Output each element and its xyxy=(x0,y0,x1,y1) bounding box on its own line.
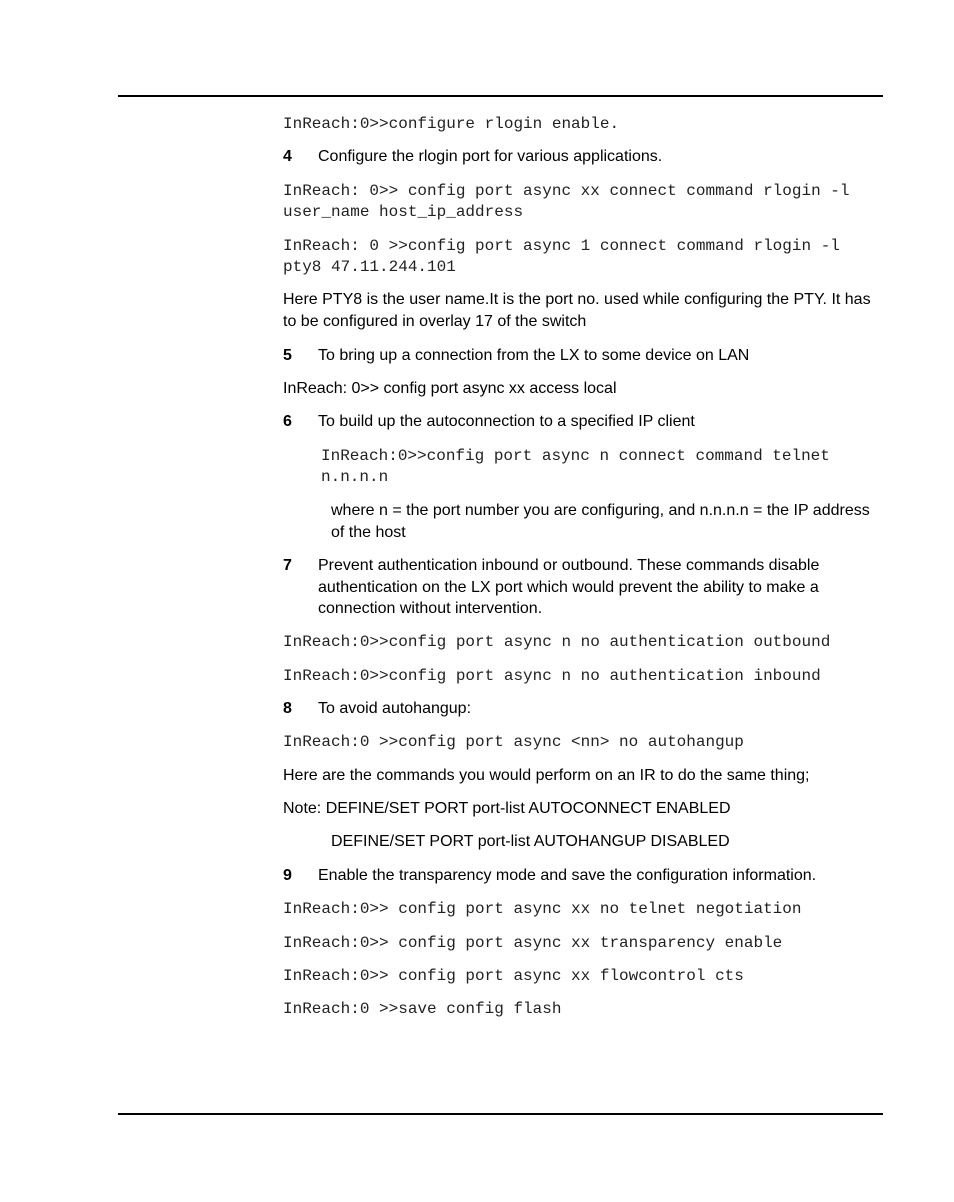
step-5 xyxy=(283,345,883,367)
step-text: Configure the rlogin port for various applications. xyxy=(318,148,663,165)
step-text: Prevent authentication inbound or outbound. These commands disable authentication on the LX port which would prevent the ability to make a connection without intervention. xyxy=(318,557,820,617)
command-line: InReach:0>>config port async n no authentication inbound xyxy=(283,667,821,685)
command-line: InReach:0>>config port async n no authentication outbound xyxy=(283,633,831,651)
step-text: To build up the autoconnection to a specified IP client xyxy=(318,413,695,430)
step-9 xyxy=(283,865,883,887)
step-7 xyxy=(283,555,883,620)
command-line: InReach:0>> config port async xx transparency enable xyxy=(283,934,783,952)
step-number: 5 xyxy=(283,347,292,364)
step-number: 8 xyxy=(283,700,292,717)
paragraph: Here are the commands you would perform on an IR to do the same thing; xyxy=(283,767,810,784)
step-8 xyxy=(283,698,883,720)
command-line: InReach:0>> config port async xx no telnet negotiation xyxy=(283,900,802,918)
command-line: InReach:0>>config port async n connect command telnet n.n.n.n xyxy=(321,447,840,486)
command-line: InReach:0>>configure rlogin enable. xyxy=(283,115,620,133)
step-number: 9 xyxy=(283,867,292,884)
command-line: InReach: 0 >>config port async 1 connect command rlogin -l pty8 47.11.244.101 xyxy=(283,237,850,276)
command-line: InReach:0 >>save config flash xyxy=(283,1000,562,1018)
step-4 xyxy=(283,146,883,168)
step-number: 6 xyxy=(283,413,292,430)
step-text: To bring up a connection from the LX to some device on LAN xyxy=(318,347,750,364)
footer-rule xyxy=(118,1113,883,1115)
paragraph: where n = the port number you are configuring, and n.n.n.n = the IP address of the host xyxy=(331,502,870,541)
paragraph: DEFINE/SET PORT port-list AUTOHANGUP DISABLED xyxy=(331,833,730,850)
step-text: Enable the transparency mode and save the configuration information. xyxy=(318,867,817,884)
step-6 xyxy=(283,411,883,433)
paragraph: Note: DEFINE/SET PORT port-list AUTOCONNECT ENABLED xyxy=(283,800,731,817)
step-number: 4 xyxy=(283,148,292,165)
paragraph: InReach: 0>> config port async xx access local xyxy=(283,380,617,397)
step-text: To avoid autohangup: xyxy=(318,700,472,717)
step-number: 7 xyxy=(283,557,292,574)
command-line: InReach: 0>> config port async xx connect command rlogin -l user_name host_ip_address xyxy=(283,182,860,221)
header-rule xyxy=(118,95,883,97)
paragraph: Here PTY8 is the user name.It is the port no. used while configuring the PTY. It has to be configured in overlay 17 of the switch xyxy=(283,291,871,330)
command-line: InReach:0>> config port async xx flowcontrol cts xyxy=(283,967,744,985)
command-line: InReach:0 >>config port async <nn> no autohangup xyxy=(283,733,744,751)
